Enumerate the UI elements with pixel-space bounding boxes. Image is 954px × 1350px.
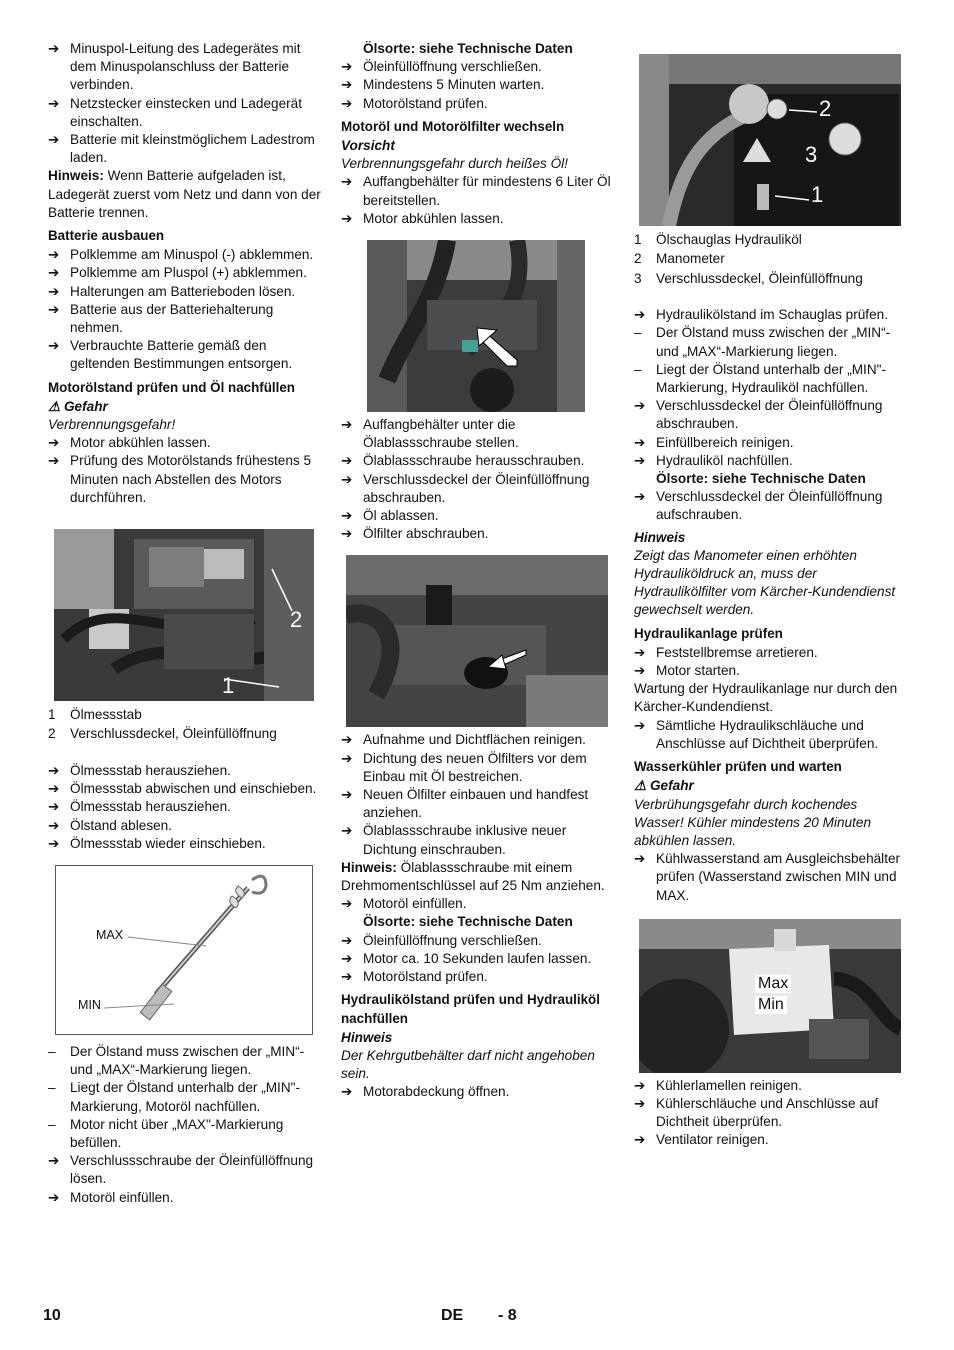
max-label: Max <box>755 975 791 993</box>
bullet-list <box>48 762 322 853</box>
list-item <box>48 337 322 373</box>
bullet-list <box>634 644 908 680</box>
arrow-icon: ➔ <box>48 283 60 299</box>
column-left <box>48 40 322 1207</box>
list-item <box>48 131 322 167</box>
arrow-icon: ➔ <box>341 823 353 839</box>
list-item <box>634 488 908 524</box>
bullet-list <box>634 397 908 470</box>
arrow-icon: ➔ <box>48 265 60 281</box>
list-item <box>634 1095 908 1131</box>
list-item-text: Verschlussdeckel der Öleinfüllöffnung aufschrauben. <box>656 489 883 523</box>
list-item-text: Ölfilter abschrauben. <box>363 526 489 542</box>
bullet-list <box>341 416 615 543</box>
heading-oil-change: Motoröl und Motorölfilter wechseln <box>341 118 565 134</box>
arrow-icon: ➔ <box>634 644 646 660</box>
arrow-icon: ➔ <box>341 95 353 111</box>
list-item <box>634 434 908 452</box>
bullet-list <box>341 895 615 913</box>
list-item <box>48 798 322 816</box>
arrow-icon: ➔ <box>48 41 60 56</box>
arrow-icon: ➔ <box>634 717 646 733</box>
list-item-text: Verschlussdeckel der Öleinfüllöffnung abschrauben. <box>363 471 590 505</box>
danger-text: Verbrennungsgefahr! <box>48 417 176 433</box>
dash-list <box>634 324 908 397</box>
list-item <box>48 95 322 131</box>
danger-label: ⚠ Gefahr <box>48 398 108 414</box>
arrow-icon: ➔ <box>634 434 646 450</box>
arrow-icon: ➔ <box>634 1077 646 1093</box>
arrow-icon: ➔ <box>48 781 60 797</box>
arrow-icon: ➔ <box>341 969 353 985</box>
bullet-list <box>341 58 615 113</box>
list-item-text: Öleinfüllöffnung verschließen. <box>363 932 542 948</box>
dash-item-text: Liegt der Ölstand unterhalb der „MIN"-Markierung, Hydrauliköl nachfüllen. <box>656 361 886 396</box>
list-item <box>341 452 615 470</box>
arrow-icon: ➔ <box>634 398 646 414</box>
arrow-icon: ➔ <box>341 787 353 803</box>
arrow-icon: ➔ <box>634 1132 646 1148</box>
dash-item <box>48 1079 322 1115</box>
heading-engine-oil-level: Motorölstand prüfen und Öl nachfüllen <box>48 379 295 395</box>
caption-item: 1 Ölschauglas Hydrauliköl <box>634 232 802 247</box>
list-item <box>634 644 908 662</box>
list-item-text: Motor starten. <box>656 663 740 679</box>
arrow-icon: ➔ <box>48 453 60 469</box>
caption-item: 2 Manometer <box>634 251 725 267</box>
dash-item-text: Der Ölstand muss zwischen der „MIN“- und „MAX“-Markierung liegen. <box>70 1043 305 1078</box>
dash-item-text: Motor nicht über „MAX"-Markierung befüllen. <box>70 1116 284 1150</box>
caption-item: 1 Ölmessstab <box>48 707 142 723</box>
list-item <box>341 173 615 209</box>
bullet-list <box>634 850 908 905</box>
bullet-list <box>48 40 322 167</box>
list-item-text: Batterie aus der Batteriehalterung nehmen. <box>70 301 274 336</box>
arrow-icon: ➔ <box>634 663 646 679</box>
heading-hydraulic-check: Hydraulikanlage prüfen <box>634 625 783 641</box>
list-item-text: Motor ca. 10 Sekunden laufen lassen. <box>363 950 592 966</box>
note-text: Der Kehrgutbehälter darf nicht angehoben sein. <box>341 1047 595 1082</box>
min-label: Min <box>755 996 787 1014</box>
list-item <box>341 895 615 913</box>
list-item <box>48 40 322 95</box>
arrow-icon: ➔ <box>48 817 60 833</box>
list-item-text: Motoröl einfüllen. <box>363 896 467 912</box>
dash-marker: – <box>634 361 642 377</box>
arrow-icon: ➔ <box>341 950 353 966</box>
list-item-text: Polklemme am Minuspol (-) abklemmen. <box>70 247 314 263</box>
list-item <box>341 507 615 525</box>
dash-item <box>634 324 908 360</box>
list-item <box>341 416 615 452</box>
caution-text: Verbrennungsgefahr durch heißes Öl! <box>341 156 568 172</box>
bullet-list <box>341 731 615 858</box>
list-item <box>634 850 908 905</box>
bullet-list <box>341 173 615 228</box>
arrow-icon: ➔ <box>341 59 353 75</box>
list-item <box>341 750 615 786</box>
list-item <box>634 717 908 753</box>
arrow-icon: ➔ <box>341 471 353 487</box>
list-item-text: Ventilator reinigen. <box>656 1132 769 1148</box>
arrow-icon: ➔ <box>634 1095 646 1111</box>
caption-item: 2 Verschlussdeckel, Öleinfüllöffnung <box>48 726 277 742</box>
oil-filter-photo <box>346 555 608 727</box>
arrow-icon: ➔ <box>341 453 353 469</box>
dash-item <box>48 1116 322 1152</box>
list-item-text: Auffangbehälter für mindestens 6 Liter Öl bereitstellen. <box>363 174 611 208</box>
list-item-text: Ölablassschraube herausschrauben. <box>363 453 585 469</box>
caption-item: 3 Verschlussdeckel, Öleinfüllöffnung <box>634 270 863 286</box>
dash-list <box>48 1043 322 1152</box>
note-label: Hinweis <box>634 529 686 545</box>
arrow-icon: ➔ <box>341 210 353 226</box>
bullet-list <box>634 488 908 524</box>
list-item-text: Polklemme am Pluspol (+) abklemmen. <box>70 265 307 281</box>
bullet-list <box>48 246 322 373</box>
list-item-text: Ölmessstab herausziehen. <box>70 799 231 815</box>
dash-marker: – <box>48 1080 56 1096</box>
list-item-text: Ölmessstab abwischen und einschieben. <box>70 781 317 797</box>
list-item-text: Dichtung des neuen Ölfilters vor dem Einbau mit Öl bestreichen. <box>363 750 587 784</box>
dash-item-text: Liegt der Ölstand unterhalb der „MIN"-Markierung, Motoröl nachfüllen. <box>70 1080 300 1114</box>
dash-marker: – <box>634 325 642 341</box>
list-item-text: Kühlerlamellen reinigen. <box>656 1077 802 1093</box>
list-item <box>48 1152 322 1188</box>
list-item <box>341 525 615 543</box>
dipstick-diagram <box>55 865 313 1035</box>
hint-paragraph: Hinweis: Ölablassschraube mit einem Drehmomentschlüssel auf 25 Nm anziehen. <box>341 859 605 894</box>
max-label: MAX <box>96 927 124 942</box>
arrow-icon: ➔ <box>48 301 60 317</box>
list-item-text: Hydraulikölstand im Schauglas prüfen. <box>656 307 888 323</box>
list-item <box>341 950 615 968</box>
oil-type-note: Ölsorte: siehe Technische Daten <box>363 914 573 930</box>
list-item-text: Motor abkühlen lassen. <box>70 435 211 451</box>
list-item-text: Mindestens 5 Minuten warten. <box>363 77 545 93</box>
warning-triangle-icon: ⚠ <box>48 398 64 414</box>
list-item-text: Hydrauliköl nachfüllen. <box>656 452 793 468</box>
heading-hydraulic-oil: Hydraulikölstand prüfen und Hydrauliköl nachfüllen <box>341 992 600 1026</box>
arrow-icon: ➔ <box>341 896 353 912</box>
list-item <box>48 283 322 301</box>
list-item-text: Verschlussschraube der Öleinfüllöffnung lösen. <box>70 1153 314 1187</box>
list-item-text: Sämtliche Hydraulikschläuche und Anschlüsse auf Dichtheit überprüfen. <box>656 717 879 751</box>
list-item-text: Einfüllbereich reinigen. <box>656 434 794 450</box>
arrow-icon: ➔ <box>341 174 353 190</box>
list-item <box>48 817 322 835</box>
list-item-text: Batterie mit kleinstmöglichem Ladestrom laden. <box>70 132 315 166</box>
callout-label: 2 <box>819 96 832 121</box>
list-item <box>341 731 615 749</box>
arrow-icon: ➔ <box>48 835 60 851</box>
list-item <box>48 434 322 452</box>
arrow-icon: ➔ <box>48 799 60 815</box>
list-item <box>48 1189 322 1207</box>
list-item-text: Verbrauchte Batterie gemäß den geltenden Bestimmungen entsorgen. <box>70 338 293 372</box>
list-item <box>341 58 615 76</box>
arrow-icon: ➔ <box>341 417 353 433</box>
list-item <box>341 76 615 94</box>
list-item-text: Minuspol-Leitung des Ladegerätes mit dem Minuspolanschluss der Batterie verbinden. <box>70 41 301 93</box>
arrow-icon: ➔ <box>48 95 60 111</box>
list-item-text: Kühlerschläuche und Anschlüsse auf Dichtheit überprüfen. <box>656 1095 879 1130</box>
oil-type-note: Ölsorte: siehe Technische Daten <box>363 41 573 56</box>
list-item <box>634 1131 908 1149</box>
list-item <box>341 471 615 507</box>
list-item-text: Halterungen am Batterieboden lösen. <box>70 283 296 299</box>
arrow-icon: ➔ <box>341 1084 353 1100</box>
list-item-text: Aufnahme und Dichtflächen reinigen. <box>363 732 586 748</box>
callout-label: 2 <box>290 607 303 633</box>
list-item-text: Feststellbremse arretieren. <box>656 644 818 660</box>
list-item <box>341 1083 615 1101</box>
dash-item <box>634 361 908 397</box>
engine-photo <box>54 529 314 701</box>
list-item-text: Motorölstand prüfen. <box>363 969 488 985</box>
note-label: Hinweis <box>341 1029 393 1045</box>
callout-label: 1 <box>811 182 824 207</box>
danger-label: ⚠ Gefahr <box>634 778 694 794</box>
arrow-icon: ➔ <box>634 489 646 505</box>
list-item-text: Motoröl einfüllen. <box>70 1189 174 1205</box>
list-item-text: Ölmessstab herausziehen. <box>70 762 231 778</box>
column-middle <box>341 40 615 1102</box>
list-item <box>48 762 322 780</box>
oil-type-note: Ölsorte: siehe Technische Daten <box>656 471 866 487</box>
list-item-text: Netzstecker einstecken und Ladegerät einschalten. <box>70 95 302 129</box>
min-label: MIN <box>78 997 101 1012</box>
list-item <box>341 786 615 822</box>
arrow-icon: ➔ <box>48 338 60 354</box>
list-item-text: Kühlwasserstand am Ausgleichsbehälter prüfen (Wasserstand zwischen MIN und MAX. <box>656 851 901 903</box>
list-item <box>48 301 322 337</box>
list-item-text: Ölablassschraube inklusive neuer Dichtung einschrauben. <box>363 823 567 857</box>
arrow-icon: ➔ <box>634 452 646 468</box>
language-code: DE <box>441 1307 464 1324</box>
arrow-icon: ➔ <box>634 851 646 867</box>
bullet-list <box>634 306 908 324</box>
page-number: 10 <box>43 1307 61 1324</box>
bullet-list <box>341 1083 615 1101</box>
danger-text: Verbrühungsgefahr durch kochendes Wasser! Kühler mindestens 20 Minuten abkühlen lassen. <box>634 796 872 848</box>
list-item <box>634 306 908 324</box>
arrow-icon: ➔ <box>341 750 353 766</box>
list-item-text: Ölstand ablesen. <box>70 817 173 833</box>
arrow-icon: ➔ <box>48 132 60 148</box>
dash-item <box>48 1043 322 1079</box>
list-item <box>341 822 615 858</box>
bullet-list <box>341 932 615 987</box>
sub-page-number: - 8 <box>498 1307 517 1324</box>
list-item-text: Motorölstand prüfen. <box>363 95 488 111</box>
heading-battery-removal: Batterie ausbauen <box>48 228 165 244</box>
list-item-text: Ölmessstab wieder einschieben. <box>70 835 266 851</box>
list-item <box>341 210 615 228</box>
list-item <box>634 662 908 680</box>
arrow-icon: ➔ <box>341 508 353 524</box>
list-item-text: Öl ablassen. <box>363 508 439 524</box>
list-item <box>634 452 908 470</box>
arrow-icon: ➔ <box>48 1189 60 1205</box>
list-item <box>48 780 322 798</box>
note-text: Zeigt das Manometer einen erhöhten Hydrauliköldruck an, muss der Hydraulikölfilter vom Kärcher-Kundendienst gewechselt werden. <box>634 547 896 618</box>
bullet-list <box>48 1152 322 1207</box>
list-item-text: Neuen Ölfilter einbauen und handfest anziehen. <box>363 787 589 821</box>
hydraulic-tank-photo <box>639 54 901 226</box>
heading-water-cooler: Wasserkühler prüfen und warten <box>634 759 842 775</box>
list-item <box>48 246 322 264</box>
maintenance-text: Wartung der Hydraulikanlage nur durch den Kärcher-Kundendienst. <box>634 681 898 715</box>
arrow-icon: ➔ <box>341 526 353 542</box>
bullet-list <box>48 434 322 507</box>
list-item <box>341 95 615 113</box>
list-item-text: Prüfung des Motorölstands frühestens 5 Minuten nach Abstellen des Motors durchführen. <box>70 453 312 505</box>
bullet-list <box>634 1077 908 1150</box>
list-item <box>48 264 322 282</box>
arrow-icon: ➔ <box>48 1153 60 1169</box>
arrow-icon: ➔ <box>634 307 646 323</box>
list-item <box>48 452 322 507</box>
arrow-icon: ➔ <box>48 435 60 451</box>
coolant-tank-photo <box>639 919 901 1073</box>
hint-paragraph: Hinweis: Wenn Batterie aufgeladen ist, Ladegerät zuerst vom Netz und dann von der Batterie trennen. <box>48 168 321 220</box>
list-item <box>634 1077 908 1095</box>
list-item <box>341 968 615 986</box>
arrow-icon: ➔ <box>341 932 353 948</box>
list-item-text: Öleinfüllöffnung verschließen. <box>363 59 542 75</box>
list-item <box>341 932 615 950</box>
dash-marker: – <box>48 1043 56 1059</box>
list-item-text: Auffangbehälter unter die Ölablassschraube stellen. <box>363 417 519 451</box>
arrow-icon: ➔ <box>48 247 60 263</box>
column-right <box>634 40 908 1150</box>
dash-item-text: Der Ölstand muss zwischen der „MIN“- und „MAX“-Markierung liegen. <box>656 325 891 359</box>
arrow-icon: ➔ <box>341 732 353 748</box>
list-item-text: Motorabdeckung öffnen. <box>363 1084 510 1100</box>
callout-label: 1 <box>222 673 235 699</box>
warning-triangle-icon: ⚠ <box>634 778 650 794</box>
list-item <box>48 835 322 853</box>
list-item <box>634 397 908 433</box>
bullet-list <box>634 717 908 753</box>
arrow-icon: ➔ <box>48 762 60 778</box>
oil-drain-photo <box>367 240 585 412</box>
dash-marker: – <box>48 1116 56 1132</box>
caution-label: Vorsicht <box>341 138 395 154</box>
callout-label: 3 <box>805 142 818 167</box>
arrow-icon: ➔ <box>341 77 353 93</box>
list-item-text: Motor abkühlen lassen. <box>363 210 504 226</box>
list-item-text: Verschlussdeckel der Öleinfüllöffnung abschrauben. <box>656 398 883 432</box>
